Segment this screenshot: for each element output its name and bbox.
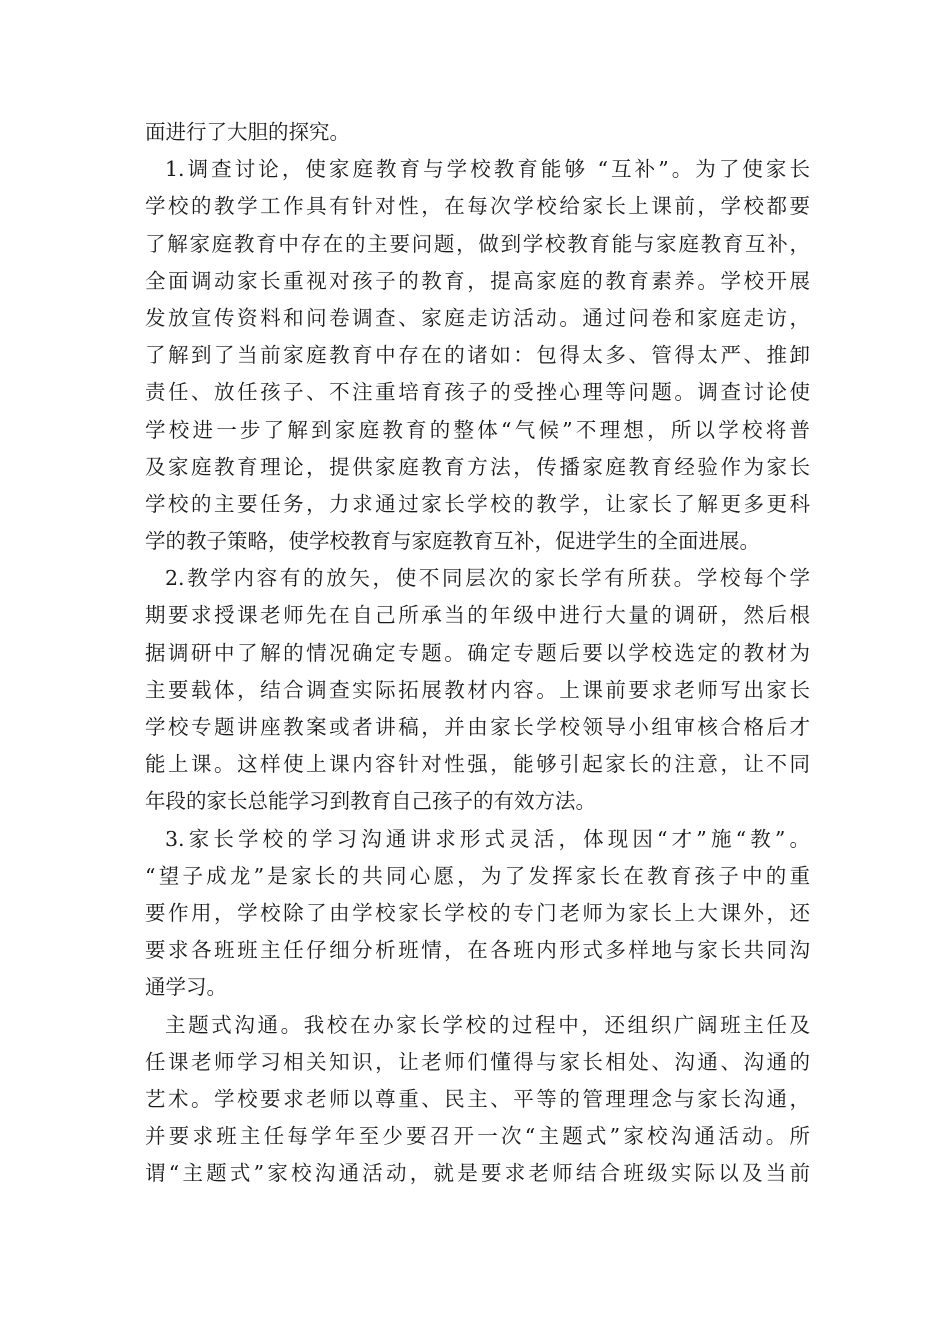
- text-line: 能上课。这样使上课内容针对性强，能够引起家长的注意，让不同: [145, 752, 810, 777]
- text-line: 要作用，学校除了由学校家长学校的专门老师为家长上大课外，还: [145, 900, 810, 925]
- text-line: 要求各班班主任仔细分析班情，在各班内形式多样地与家长共同沟: [145, 938, 810, 963]
- text-line: 主要载体，结合调查实际拓展教材内容。上课前要求老师写出家长: [145, 677, 810, 702]
- text-line: 2.教学内容有的放矢，使不同层次的家长学有所获。学校每个学: [165, 566, 810, 591]
- text-line: 艺术。学校要求老师以尊重、民主、平等的管理理念与家长沟通，: [145, 1086, 810, 1111]
- text-line: 学校专题讲座教案或者讲稿，并由家长学校领导小组审核合格后才: [145, 715, 810, 739]
- text-line: 学校的教学工作具有针对性，在每次学校给家长上课前，学校都要: [145, 194, 810, 219]
- text-line: 全面调动家长重视对孩子的教育，提高家庭的教育素养。学校开展: [145, 268, 810, 293]
- text-line: 发放宣传资料和问卷调查、家庭走访活动。通过问卷和家庭走访，: [145, 305, 810, 330]
- text-line: 学的教子策略，使学校教育与家庭教育互补，促进学生的全面进展。: [145, 529, 760, 554]
- text-line: “望子成龙”是家长的共同心愿，为了发挥家长在教育孩子中的重: [145, 863, 810, 888]
- text-line: 责任、放任孩子、不注重培育孩子的受挫心理等问题。调查讨论使: [145, 380, 810, 405]
- text-line: 主题式沟通。我校在办家长学校的过程中，还组织广阔班主任及: [165, 1012, 810, 1037]
- body-text: [145, 114, 810, 1192]
- text-line: 面进行了大胆的探究。: [145, 120, 350, 144]
- text-line: 据调研中了解的情况确定专题。确定专题后要以学校选定的教材为: [145, 640, 810, 665]
- text-line: 年段的家长总能学习到教育自己孩子的有效方法。: [145, 789, 596, 814]
- text-line: 学校进一步了解到家庭教育的整体“气候”不理想，所以学校将普: [145, 417, 810, 442]
- text-line: 通学习。: [145, 975, 227, 1000]
- text-line: 3.家长学校的学习沟通讲求形式灵活，体现因“才”施“教”。: [165, 826, 810, 851]
- text-line: 期要求授课老师先在自己所承当的年级中进行大量的调研，然后根: [145, 603, 810, 628]
- text-line: 了解家庭教育中存在的主要问题，做到学校教育能与家庭教育互补，: [145, 231, 810, 256]
- text-line: 任课老师学习相关知识，让老师们懂得与家长相处、沟通、沟通的: [145, 1049, 810, 1074]
- text-line: 及家庭教育理论，提供家庭教育方法，传播家庭教育经验作为家长: [145, 454, 810, 479]
- text-line: 1.调查讨论，使家庭教育与学校教育能够 “互补”。为了使家长: [165, 157, 810, 182]
- text-line: 并要求班主任每学年至少要召开一次“主题式”家校沟通活动。所: [145, 1124, 810, 1149]
- text-line: 学校的主要任务，力求通过家长学校的教学，让家长了解更多更科: [145, 491, 810, 516]
- text-line: 了解到了当前家庭教育中存在的诸如：包得太多、管得太严、推卸: [145, 343, 810, 368]
- text-line: 谓“主题式”家校沟通活动，就是要求老师结合班级实际以及当前: [145, 1161, 810, 1186]
